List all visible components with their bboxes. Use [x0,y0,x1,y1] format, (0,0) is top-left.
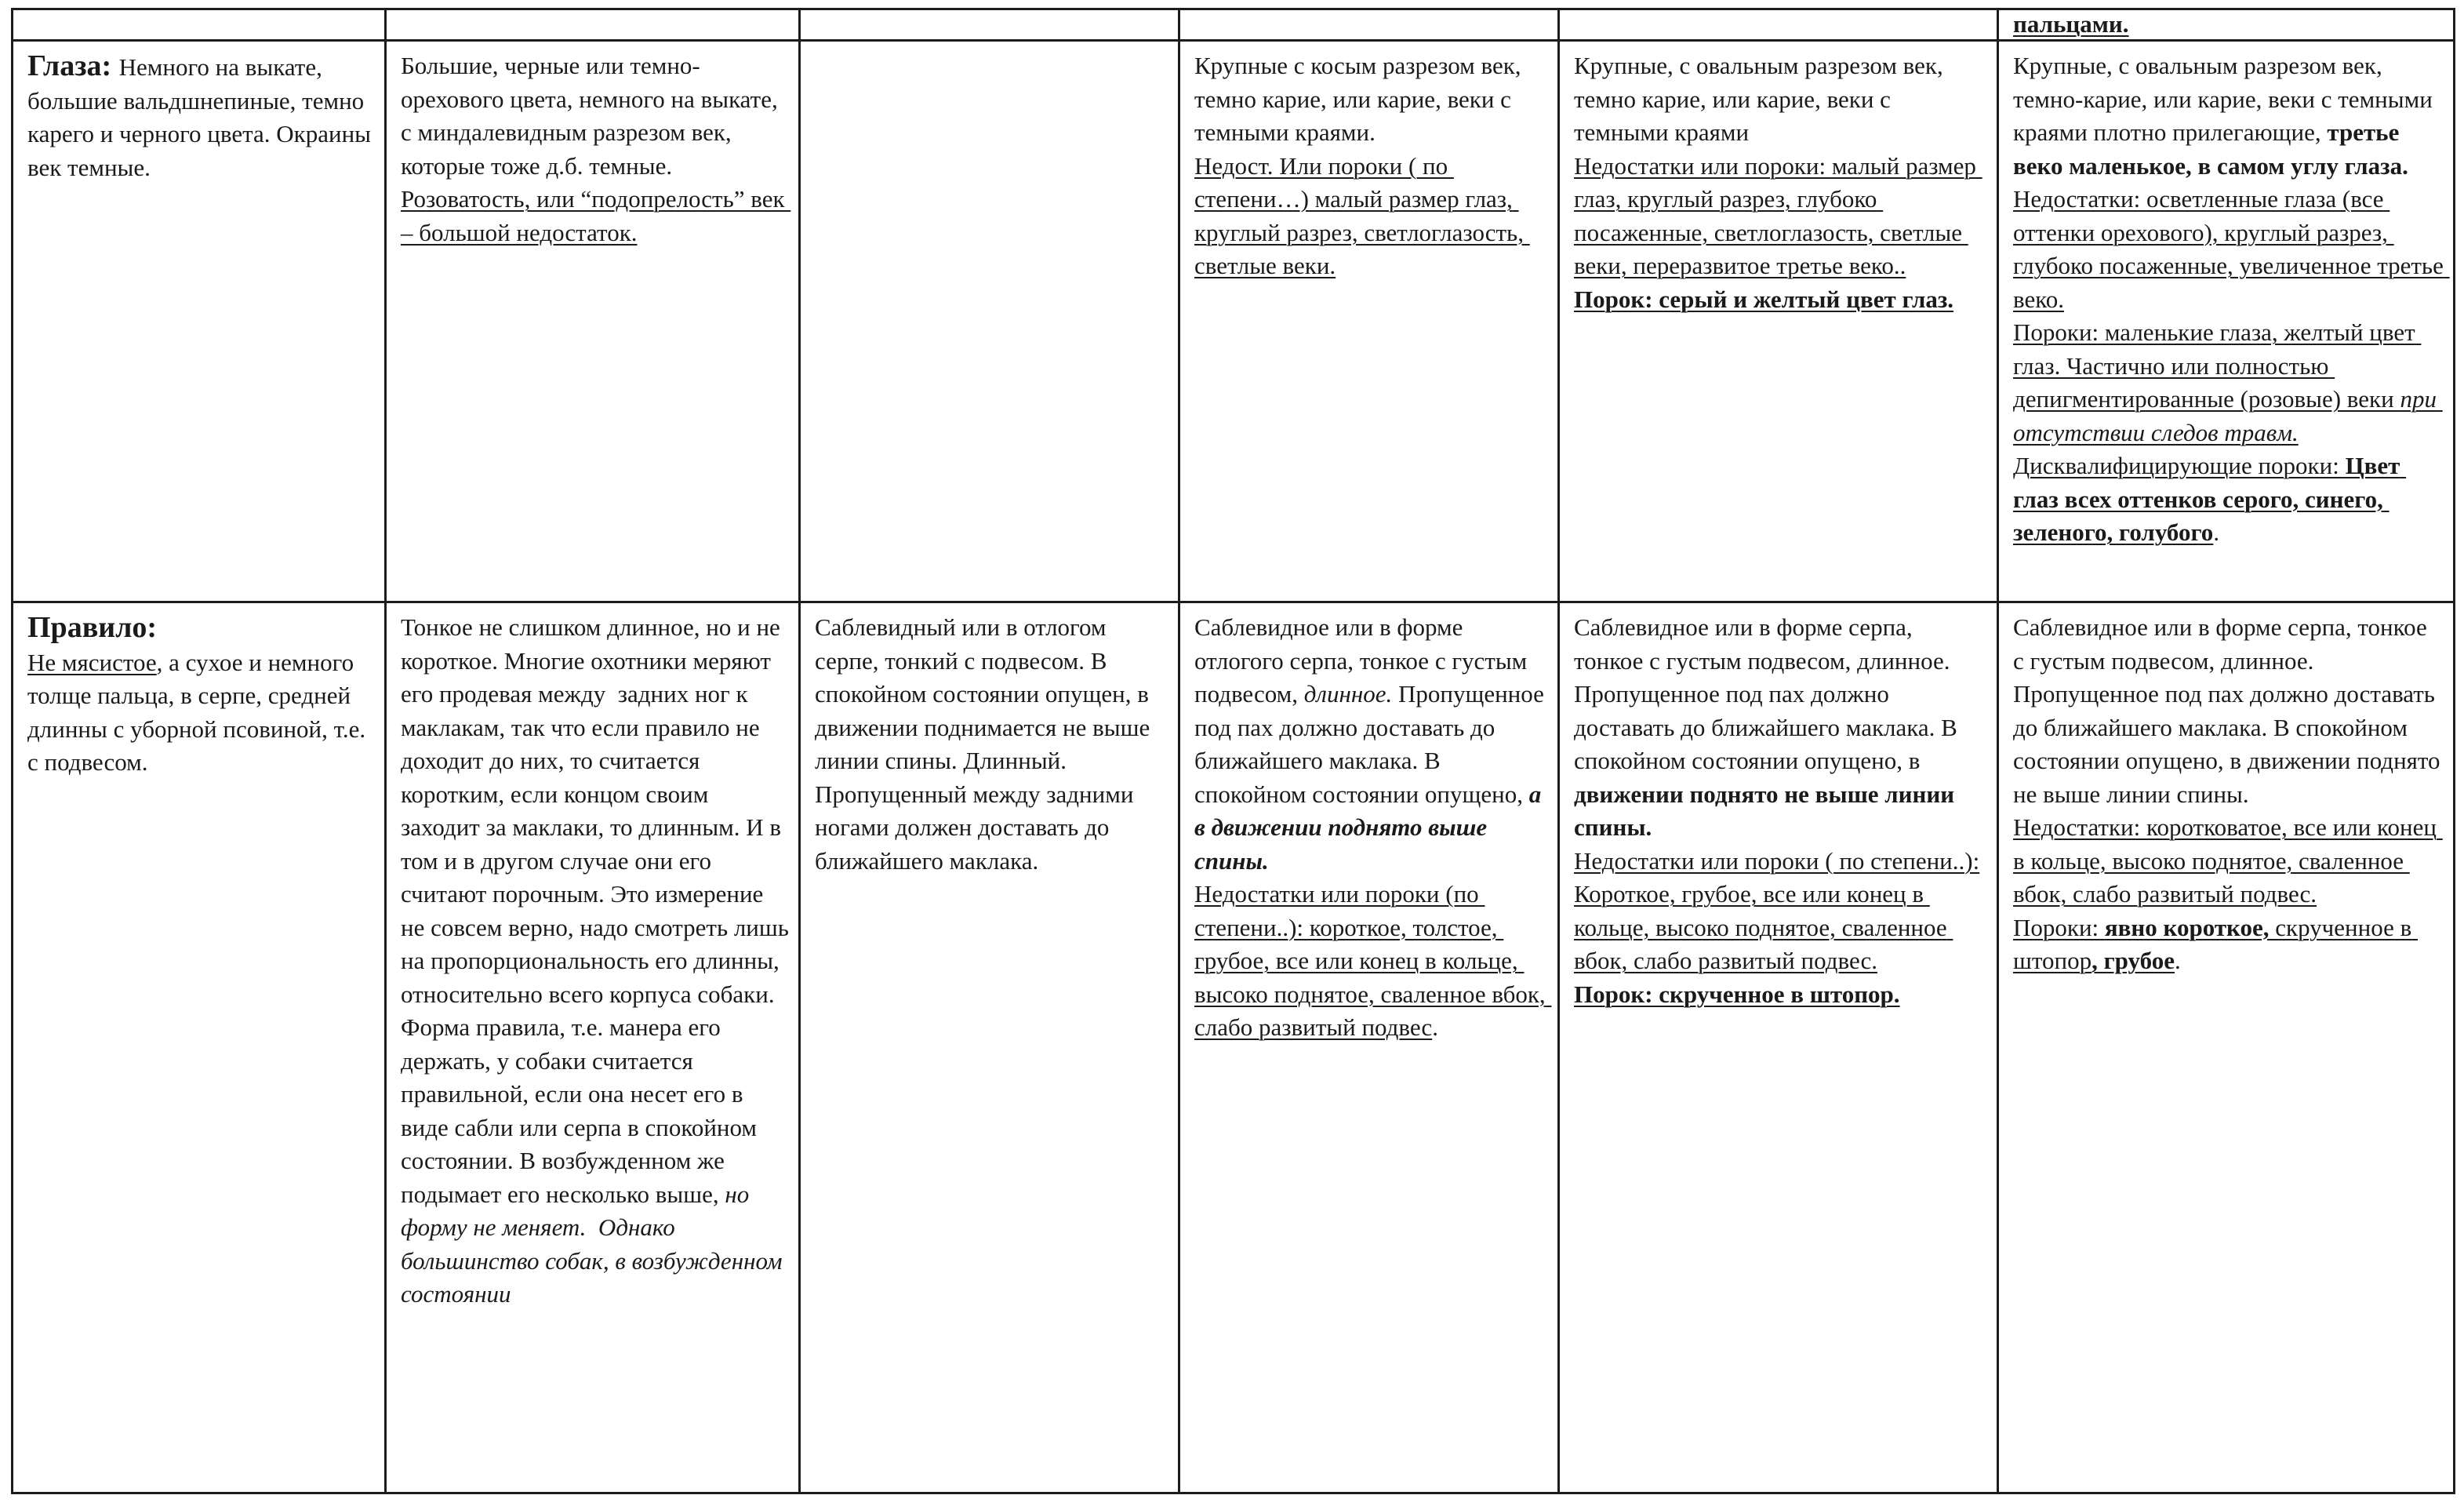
cell-text-segment: Цвет глаз всех оттенков серого, синего, зеленого, голубого [2013,452,2407,546]
cell-text-segment: Порок: серый и желтый цвет глаз. [1574,285,1954,313]
cell-text-segment: но форму не меняет. Однако большинство собак, в возбужденном состоянии [401,1180,789,1308]
cell [386,41,800,602]
cell [1559,9,1998,41]
cell-text-segment: Крупные, с овальным разрезом век, темно-карие, или карие, веки с темными краями плотно прилегающие, [2013,52,2439,146]
cell-text-segment: Недостатки: осветленные глаза (все оттенки орехового), круглый разрез, глубоко посаженные, увеличенное третье веко. [2013,185,2450,313]
cell [386,602,800,1493]
table-row-top-strip [13,9,2455,41]
cell-text-segment: Саблевидный или в отлогом серпе, тонкий с подвесом. В спокойном состоянии опущен, в движении поднимается не выше линии спины. Длинный. Пропущенный между задними ногами должен доставать до ближайшего маклака. [815,613,1156,875]
cell-text-segment: Недостатки или пороки ( по степени..): [1574,846,1980,875]
cell-text-segment: Пропущенное под пах должно доставать до ближайшего маклака. В спокойном состоянии опущено, [1194,680,1550,808]
cell [1179,602,1559,1493]
cell-eyes-label [13,41,386,602]
cell-text-segment: явно короткое, [2104,913,2270,941]
cell [800,602,1179,1493]
table-row-tail [13,602,2455,1493]
cell-text-segment: при отсутствии следов травм. [2013,385,2443,446]
cell-text-segment: Недостатки или пороки: малый размер глаз, круглый разрез, глубоко посаженные, светлоглазость, светлые веки, переразвитое третье веко.. [1574,151,1982,279]
cell [1179,41,1559,602]
cell-text-segment: . [1432,1013,1438,1041]
cell [1559,602,1998,1493]
standards-comparison-table [11,8,2455,1494]
cell [1559,41,1998,602]
cell [1998,9,2455,41]
cell-text-segment: Саблевидное или в форме серпа, тонкое с густым подвесом, длинное. [1574,613,1950,675]
cell-text-segment: длинное. [1303,680,1393,708]
cell-text-segment: Крупные, с овальным разрезом век, темно карие, или карие, веки с темными краями [1574,52,1950,146]
cell-text-segment: Недост. Или пороки ( по степени…) малый размер глаз, круглый разрез, светлоглазость, светлые веки. [1194,151,1530,279]
cell-text-segment: . [2213,518,2220,546]
cell-text-segment: Саблевидное или в форме отлогого серпа, тонкое с густым подвесом, [1194,613,1534,708]
cell-text-segment: пальцами. [2013,10,2129,38]
cell-text-segment: Короткое, грубое, все или конец в кольце, высоко поднятое, сваленное вбок, слабо развитый подвес. [1574,880,1953,974]
cell [1998,41,2455,602]
cell-text-segment: третье веко маленькое, в самом углу глаза. [2013,118,2408,180]
cell-text-segment: , а сухое и немного толще пальца, в серпе, средней длинны с уборной псовиной, т.е. с подвесом. [27,648,372,776]
cell [386,9,800,41]
row-heading-text: Глаза: [27,49,119,82]
cell [1179,9,1559,41]
cell-text-segment: Порок: скрученное в штопор. [1574,980,1900,1008]
cell-text-segment: Саблевидное или в форме серпа, тонкое с густым подвесом, длинное. Пропущенное под пах должно доставать до ближайшего маклака. В спокойном состоянии опущено, в движении поднято не выше линии спины. [2013,613,2447,808]
cell-text-segment: скрученное в штопор [2013,913,2418,974]
cell-text-segment: . [2174,947,2181,974]
cell-text-segment: Недостатки: коротковатое, все или конец в кольце, высоко поднятое, сваленное вбок, слабо развитый подвес. [2013,813,2443,908]
cell [800,41,1179,602]
cell [1998,602,2455,1493]
table-row-eyes [13,41,2455,602]
cell-text-segment: Тонкое не слишком длинное, но и не короткое. Многие охотники меряют его продевая между задних ног к маклакам, так что если правило не доходит до них, то считается коротким, если концом своим заходит за маклаки, то длинным. И в том и в другом случае они его считают порочным. Это измерение не совсем верно, надо смотреть лишь на пропорциональность его длинны, относительно всего корпуса собаки. Форма правила, т.е. манера его держать, у собаки считается правильной, если она несет его в виде сабли или серпа в спокойном состоянии. В возбужденном же подымает его несколько выше, [401,613,795,1208]
cell-text-segment: Большие, черные или темно-орехового цвета, немного на выкате, с миндалевидным разрезом век, которые тоже д.б. темные. [401,52,784,180]
cell-text-segment: а в движении поднято выше спины. [1194,780,1547,875]
cell-text-segment: Пропущенное под пах должно доставать до ближайшего маклака. В спокойном состоянии опущено, в [1574,680,1964,774]
cell-text-segment: Дисквалифицирующие пороки: [2013,452,2346,479]
row-heading-text: Правило: [27,611,158,644]
cell-text-segment: Пороки: маленькие глаза, желтый цвет глаз. Частично или полностью депигментированные (розовые) веки [2013,318,2422,413]
cell [800,9,1179,41]
cell-text-segment: Пороки: [2013,913,2105,941]
cell-text-segment: Розоватость, или “подопрелость” век – большой недостаток. [401,185,791,246]
cell-text-segment: Не мясистое [27,648,157,676]
cell [13,9,386,41]
cell-text-segment: , грубое [2091,947,2175,974]
cell-text-segment: Крупные с косым разрезом век, темно карие, или карие, веки с темными краями. [1194,52,1528,146]
cell-text-segment: движении поднято не выше линии спины. [1574,780,1961,841]
cell-text-segment: Немного на выкате, большие вальдшнепиные, темно карего и черного цвета. Окраины век темные. [27,53,377,181]
cell-text-segment: Недостатки или пороки (по степени..): короткое, толстое, грубое, все или конец в кольце, высоко поднятое, сваленное вбок, слабо развитый подвес [1194,880,1552,1041]
cell-tail-label [13,602,386,1493]
